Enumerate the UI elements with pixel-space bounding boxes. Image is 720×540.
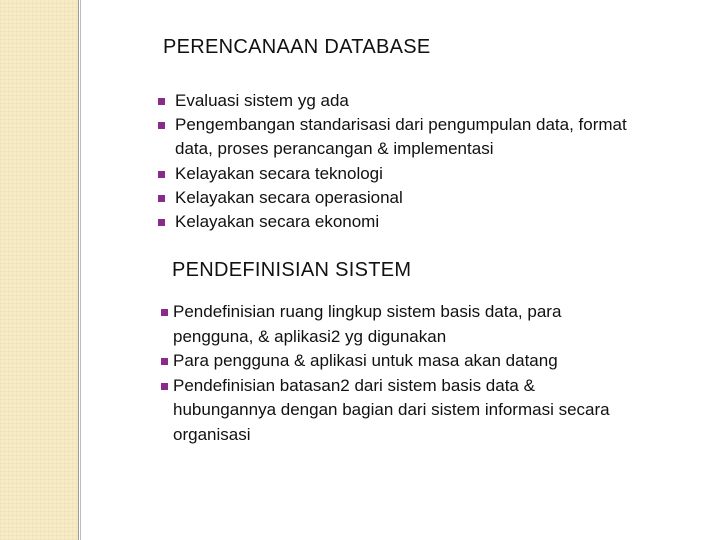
list-item [158,89,628,113]
list-item-text: Pengembangan standarisasi dari pengumpulan data, format data, proses perancangan & implementasi [175,115,627,159]
list-item-text: Evaluasi sistem yg ada [175,91,349,110]
list-item-text: Kelayakan secara ekonomi [175,212,380,232]
divider-line [80,0,81,540]
section-title-pendefinisian: PENDEFINISIAN SISTEM [172,259,412,281]
list-item-text: Kelayakan secara operasional [175,187,403,207]
list-item [158,186,628,210]
list-item [158,162,628,186]
square-bullet-icon [158,98,165,105]
list-item [160,300,640,349]
list-item [160,374,640,448]
list-item-text: Kelayakan secara teknologi [175,163,383,183]
list-item-text: Para pengguna & aplikasi untuk masa akan datang [173,351,558,370]
list-item [158,210,628,234]
square-bullet-icon [161,383,168,390]
list-item [158,113,628,161]
square-bullet-icon [161,309,168,316]
bullet-list-pendefinisian [160,300,640,447]
section-title-perencanaan: PERENCANAAN DATABASE [163,36,431,58]
decorative-side-band [0,0,79,540]
list-item [160,349,640,374]
square-bullet-icon [158,219,165,226]
bullet-list-perencanaan [158,89,628,234]
square-bullet-icon [158,122,165,129]
square-bullet-icon [158,195,165,202]
square-bullet-icon [161,358,168,365]
list-item-text: Pendefinisian ruang lingkup sistem basis data, para pengguna, & aplikasi2 yg digunakan [173,302,562,346]
square-bullet-icon [158,171,165,178]
list-item-text: Pendefinisian batasan2 dari sistem basis data & hubungannya dengan bagian dari sistem informasi secara organisasi [173,375,610,444]
